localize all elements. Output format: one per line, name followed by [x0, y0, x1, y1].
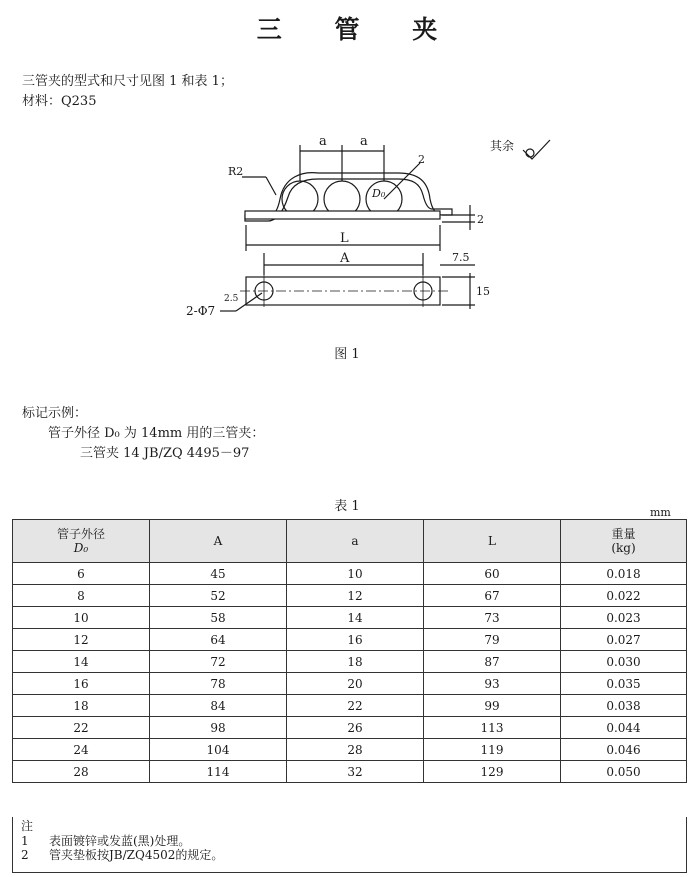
cell-a: 20	[287, 673, 424, 695]
header-A: A	[150, 520, 287, 563]
cell-A: 58	[150, 607, 287, 629]
radius-label: R2	[228, 165, 244, 178]
cell-A: 64	[150, 629, 287, 651]
cell-L: 93	[424, 673, 561, 695]
cell-A: 52	[150, 585, 287, 607]
notes-title: 注	[21, 819, 34, 833]
marking-code: 三管夹 14 JB/ZQ 4495－97	[80, 446, 250, 461]
page-title: 三 管 夹	[256, 15, 460, 44]
table-row	[13, 629, 687, 651]
marking-heading: 标记示例：	[22, 406, 88, 421]
spec-table	[12, 519, 687, 783]
cell-d0: 8	[13, 585, 150, 607]
cell-a: 10	[287, 563, 424, 585]
cell-L: 129	[424, 761, 561, 783]
cell-w: 0.018	[561, 563, 687, 585]
cell-w: 0.046	[561, 739, 687, 761]
table-row	[13, 739, 687, 761]
table-unit: mm	[650, 506, 671, 519]
note-text: 管夹垫板按JB/ZQ4502的规定。	[49, 848, 224, 862]
cell-L: 60	[424, 563, 561, 585]
cell-A: 98	[150, 717, 287, 739]
cell-a: 26	[287, 717, 424, 739]
intro-line-1: 三管夹的型式和尺寸见图 1 和表 1；	[22, 74, 233, 89]
table-row	[13, 695, 687, 717]
cell-L: 67	[424, 585, 561, 607]
cell-L: 119	[424, 739, 561, 761]
table-row	[13, 651, 687, 673]
cell-d0: 12	[13, 629, 150, 651]
header-weight-line2: (kg)	[611, 541, 636, 555]
cell-w: 0.035	[561, 673, 687, 695]
thickness-label: 2	[418, 153, 425, 166]
hole-label: 2-Φ7	[186, 304, 216, 318]
notes-box	[12, 817, 687, 873]
cell-A: 104	[150, 739, 287, 761]
table-row	[13, 673, 687, 695]
intro-line-2: 材料：Q235	[22, 94, 97, 109]
cell-A: 84	[150, 695, 287, 717]
header-d0	[13, 520, 150, 563]
cell-d0: 14	[13, 651, 150, 673]
cell-d0: 28	[13, 761, 150, 783]
cell-a: 16	[287, 629, 424, 651]
dim-2-5: 2.5	[224, 294, 239, 304]
dim-a-right: a	[360, 134, 368, 149]
cell-w: 0.030	[561, 651, 687, 673]
cell-L: 79	[424, 629, 561, 651]
cell-L: 73	[424, 607, 561, 629]
cell-d0: 24	[13, 739, 150, 761]
d0-label: D₀	[372, 187, 386, 200]
note-item	[21, 834, 678, 848]
cell-w: 0.023	[561, 607, 687, 629]
table-title: 表 1	[334, 499, 360, 514]
cell-L: 113	[424, 717, 561, 739]
cell-d0: 10	[13, 607, 150, 629]
table-row	[13, 585, 687, 607]
cell-A: 114	[150, 761, 287, 783]
cell-d0: 6	[13, 563, 150, 585]
cell-a: 32	[287, 761, 424, 783]
dim-A: A	[340, 251, 350, 266]
cell-w: 0.044	[561, 717, 687, 739]
cell-w: 0.038	[561, 695, 687, 717]
cell-w: 0.022	[561, 585, 687, 607]
cell-L: 99	[424, 695, 561, 717]
note-number: 2	[21, 848, 29, 862]
dim-7-5: 7.5	[452, 251, 470, 264]
cell-w: 0.050	[561, 761, 687, 783]
cell-a: 18	[287, 651, 424, 673]
dim-2-right: 2	[477, 213, 484, 226]
marking-text: 管子外径 D₀ 为 14mm 用的三管夹：	[48, 426, 265, 441]
dim-a-left: a	[319, 134, 327, 149]
dim-L: L	[340, 231, 349, 246]
header-weight-line1: 重量	[611, 527, 636, 541]
clamp-drawing	[180, 125, 560, 325]
cell-A: 72	[150, 651, 287, 673]
cell-a: 28	[287, 739, 424, 761]
header-a: a	[287, 520, 424, 563]
cell-a: 12	[287, 585, 424, 607]
header-L: L	[424, 520, 561, 563]
cell-d0: 16	[13, 673, 150, 695]
table-row	[13, 717, 687, 739]
cell-A: 45	[150, 563, 287, 585]
figure-caption: 图 1	[334, 347, 360, 362]
cell-A: 78	[150, 673, 287, 695]
cell-a: 14	[287, 607, 424, 629]
roughness-label: 其余	[490, 139, 515, 153]
header-d0-line2: D₀	[73, 541, 89, 555]
note-number: 1	[21, 834, 29, 848]
base-plate-side	[245, 211, 440, 219]
dim-15: 15	[476, 285, 490, 298]
cell-w: 0.027	[561, 629, 687, 651]
cell-a: 22	[287, 695, 424, 717]
table-row	[13, 761, 687, 783]
table-row	[13, 607, 687, 629]
note-item	[21, 848, 678, 862]
table-row	[13, 563, 687, 585]
header-d0-line1: 管子外径	[56, 527, 105, 541]
table-header-row	[13, 520, 687, 563]
cell-L: 87	[424, 651, 561, 673]
cell-d0: 22	[13, 717, 150, 739]
note-text: 表面镀锌或发蓝(黑)处理。	[49, 834, 191, 848]
cell-d0: 18	[13, 695, 150, 717]
header-weight	[561, 520, 687, 563]
